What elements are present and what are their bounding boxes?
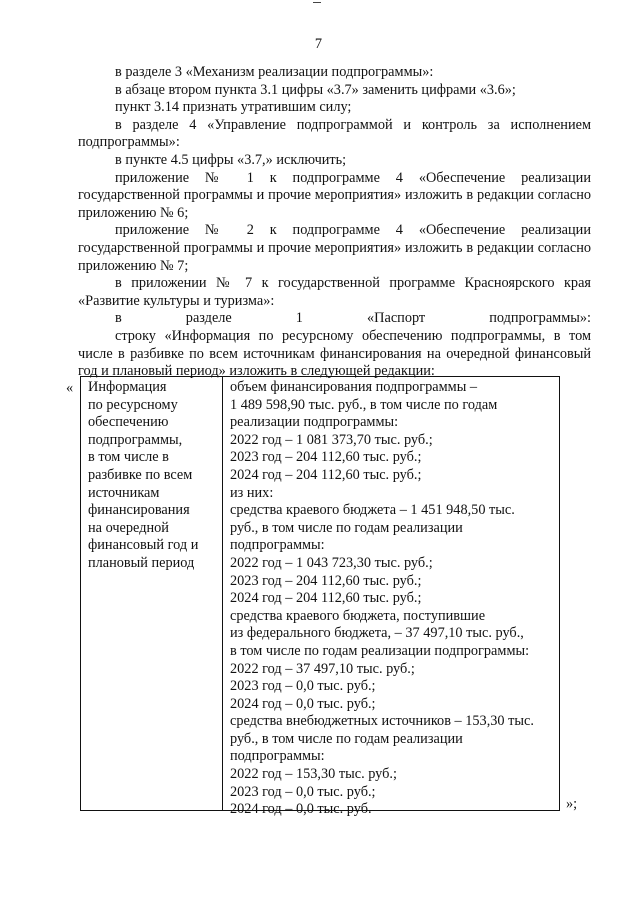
value-line: средства внебюджетных источников – 153,30 тыс. (230, 713, 534, 730)
value-line: 2024 год – 0,0 тыс. руб. (230, 801, 372, 818)
paragraph-appendix-1: приложение № 1 к подпрограмме 4 «Обеспечение реализации государственной программы и прочие мероприятия» изложить в редакции согласно приложению № 6; (78, 169, 591, 221)
passport-label-cell (81, 377, 223, 810)
label-line: разбивке по всем (88, 466, 193, 483)
value-line: средства краевого бюджета, поступившие (230, 607, 486, 624)
paragraph-section-3: в разделе 3 «Механизм реализации подпрограммы»: (115, 64, 434, 80)
value-line: реализации подпрограммы: (230, 414, 399, 431)
label-line: источникам (88, 484, 160, 501)
paragraph-appendix-2: приложение № 2 к подпрограмме 4 «Обеспечение реализации государственной программы и прочие мероприятия» изложить в редакции согласно приложению № 7; (78, 222, 591, 274)
value-line: 2024 год – 204 112,60 тыс. руб.; (230, 466, 422, 483)
label-line: обеспечению (88, 414, 169, 431)
value-line: 2024 год – 0,0 тыс. руб.; (230, 695, 376, 712)
value-line: объем финансирования подпрограммы – (230, 379, 478, 395)
value-line: 2022 год – 37 497,10 тыс. руб.; (230, 660, 415, 677)
paragraph-section-4: в разделе 4 «Управление подпрограммой и контроль за исполнением подпрограммы»: (78, 116, 591, 151)
label-line: по ресурсному (88, 396, 178, 413)
value-line: 2022 год – 1 081 373,70 тыс. руб.; (230, 431, 433, 448)
value-line: 2023 год – 204 112,60 тыс. руб.; (230, 449, 422, 466)
label-line: финансовый год и (88, 537, 199, 554)
value-line: в том числе по годам реализации подпрограммы: (230, 642, 530, 659)
paragraph-line-replace: строку «Информация по ресурсному обеспечению подпрограммы, в том числе в разбивке по всем источникам финансирования на очередной финансовый год и плановый период» изложить в следующей редакции: (78, 327, 591, 380)
value-line: 2023 год – 0,0 тыс. руб.; (230, 783, 376, 800)
label-line: в том числе в (88, 449, 169, 466)
paragraph-appendix-7: в приложении № 7 к государственной программе Красноярского края «Развитие культуры и туризма»: (78, 275, 591, 309)
value-line: средства краевого бюджета – 1 451 948,50 тыс. (230, 502, 515, 519)
opening-quote: « (66, 380, 74, 396)
paragraph-point-3-14: пункт 3.14 признать утратившим силу; (115, 99, 352, 116)
value-line: 2023 год – 204 112,60 тыс. руб.; (230, 572, 422, 589)
value-line: руб., в том числе по годам реализации (230, 519, 463, 536)
value-line: 1 489 598,90 тыс. руб., в том числе по годам (230, 396, 498, 413)
value-line: из них: (230, 484, 274, 501)
passport-value-cell (223, 377, 559, 818)
label-line: Информация (88, 379, 167, 395)
amendment-text (78, 64, 591, 381)
value-line: из федерального бюджета, – 37 497,10 тыс. руб., (230, 625, 524, 642)
paragraph-point-3-1: в абзаце втором пункта 3.1 цифры «3.7» заменить цифрами «3.6»; (115, 81, 516, 98)
label-line: на очередной (88, 519, 169, 536)
value-line: 2024 год – 204 112,60 тыс. руб.; (230, 590, 422, 607)
label-line: финансирования (88, 502, 190, 519)
label-line: подпрограммы, (88, 431, 183, 448)
passport-table (80, 376, 560, 818)
value-line: подпрограммы: (230, 537, 325, 554)
value-line: 2022 год – 1 043 723,30 тыс. руб.; (230, 554, 433, 571)
value-line: подпрограммы: (230, 748, 325, 765)
paragraph-point-4-5: в пункте 4.5 цифры «3.7,» исключить; (115, 151, 347, 168)
top-scan-mark (313, 2, 321, 3)
closing-quote: »; (566, 796, 578, 812)
value-line: 2023 год – 0,0 тыс. руб.; (230, 678, 376, 695)
value-line: 2022 год – 153,30 тыс. руб.; (230, 766, 397, 783)
page-number: 7 (314, 36, 323, 52)
value-line: руб., в том числе по годам реализации (230, 730, 463, 747)
paragraph-section-1: в разделе 1 «Паспорт подпрограммы»: (115, 310, 591, 327)
label-line: плановый период (88, 554, 195, 571)
